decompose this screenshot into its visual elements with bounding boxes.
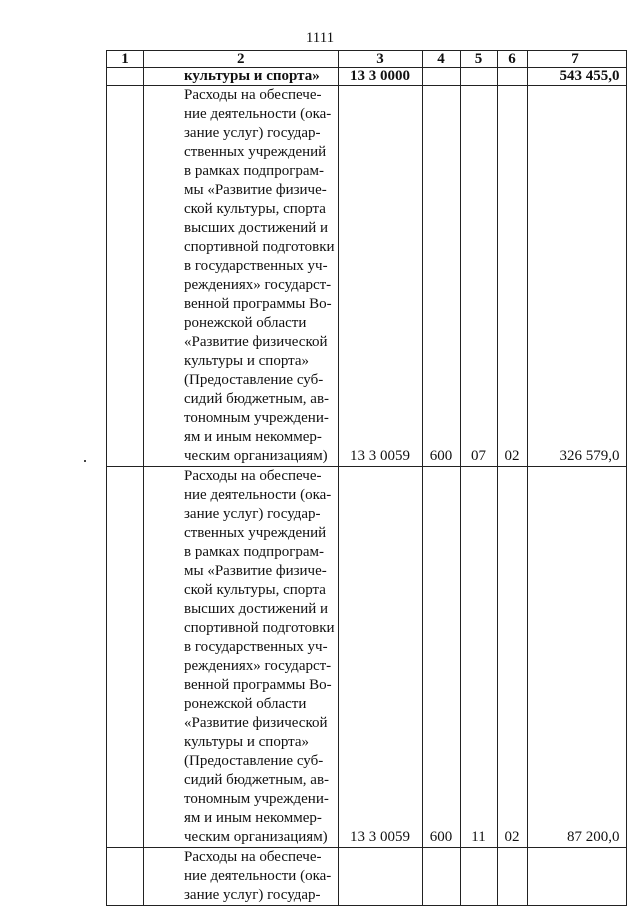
description-line: ям и иным некоммер- <box>184 810 322 826</box>
description-line: высших достижений и <box>184 601 329 617</box>
description-line: венной программы Во- <box>184 296 332 312</box>
header-col-2: 2 <box>144 51 339 68</box>
description-line: зание услуг) государ- <box>184 506 321 522</box>
description-line: мы «Развитие физиче- <box>184 182 327 198</box>
description-line: мы «Развитие физиче- <box>184 563 327 579</box>
description-line: спортивной подготовки <box>184 620 335 636</box>
row-description <box>144 848 339 906</box>
description-line: в рамках подпрограм- <box>184 163 325 179</box>
continuation-col-4 <box>422 68 460 86</box>
description-line: в рамках подпрограм- <box>184 544 325 560</box>
row-col-1 <box>107 86 144 467</box>
description-line: культуры и спорта» <box>184 734 310 750</box>
row-col-1 <box>107 848 144 906</box>
row-col-4: 600 <box>422 467 460 848</box>
row-code <box>338 848 422 906</box>
description-line: в государственных уч- <box>184 258 328 274</box>
description-line: тономным учреждени- <box>184 410 329 426</box>
row-amount: 87 200,0 <box>527 467 626 848</box>
row-col-6: 02 <box>497 467 527 848</box>
budget-table <box>106 50 627 906</box>
header-col-4: 4 <box>422 51 460 68</box>
description-line: ской культуры, спорта <box>184 582 326 598</box>
header-col-3: 3 <box>338 51 422 68</box>
table-row <box>107 848 627 906</box>
description-line: ние деятельности (ока- <box>184 487 332 503</box>
description-line: ние деятельности (ока- <box>184 106 332 122</box>
description-line: культуры и спорта» <box>184 353 310 369</box>
description-line: зание услуг) государ- <box>184 887 321 903</box>
description-line: Расходы на обеспече- <box>184 468 322 484</box>
row-code: 13 3 0059 <box>338 467 422 848</box>
description-line: ронежской области <box>184 315 307 331</box>
description-line: ронежской области <box>184 696 307 712</box>
row-col-5: 07 <box>460 86 497 467</box>
continuation-col-6 <box>497 68 527 86</box>
row-col-6: 02 <box>497 86 527 467</box>
description-line: (Предоставление суб- <box>184 372 324 388</box>
description-line: Расходы на обеспече- <box>184 87 322 103</box>
header-col-1: 1 <box>107 51 144 68</box>
description-line: ческим организациям) <box>184 829 328 845</box>
header-col-7: 7 <box>527 51 626 68</box>
description-line: в государственных уч- <box>184 639 328 655</box>
continuation-description: культуры и спорта» <box>144 68 339 86</box>
description-line: ние деятельности (ока- <box>184 868 332 884</box>
row-col-4: 600 <box>422 86 460 467</box>
continuation-col-5 <box>460 68 497 86</box>
description-line: «Развитие физической <box>184 715 328 731</box>
description-line: «Развитие физической <box>184 334 328 350</box>
description-line: венной программы Во- <box>184 677 332 693</box>
description-line: реждениях» государст- <box>184 277 332 293</box>
continuation-amount: 543 455,0 <box>527 68 626 86</box>
page-number: 1111 <box>305 30 335 46</box>
description-line: (Предоставление суб- <box>184 753 324 769</box>
continuation-row <box>107 68 627 86</box>
table-row <box>107 86 627 467</box>
row-col-1 <box>107 467 144 848</box>
description-line: Расходы на обеспече- <box>184 849 322 865</box>
description-line: высших достижений и <box>184 220 329 236</box>
description-line: зание услуг) государ- <box>184 125 321 141</box>
description-line: сидий бюджетным, ав- <box>184 772 330 788</box>
scan-speck <box>84 460 86 462</box>
row-amount <box>527 848 626 906</box>
description-line: спортивной подготовки <box>184 239 335 255</box>
description-line: ственных учреждений <box>184 525 327 541</box>
continuation-code: 13 3 0000 <box>338 68 422 86</box>
description-line: тономным учреждени- <box>184 791 329 807</box>
row-code: 13 3 0059 <box>338 86 422 467</box>
continuation-col-1 <box>107 68 144 86</box>
row-col-5: 11 <box>460 467 497 848</box>
row-col-4 <box>422 848 460 906</box>
description-line: ственных учреждений <box>184 144 327 160</box>
description-line: ской культуры, спорта <box>184 201 326 217</box>
header-col-5: 5 <box>460 51 497 68</box>
description-line: реждениях» государст- <box>184 658 332 674</box>
description-line: ям и иным некоммер- <box>184 429 322 445</box>
row-col-6 <box>497 848 527 906</box>
row-col-5 <box>460 848 497 906</box>
table-row <box>107 467 627 848</box>
row-description <box>144 467 339 848</box>
description-line: ческим организациям) <box>184 448 328 464</box>
row-amount: 326 579,0 <box>527 86 626 467</box>
description-line: сидий бюджетным, ав- <box>184 391 330 407</box>
header-col-6: 6 <box>497 51 527 68</box>
table-header-row <box>107 51 627 68</box>
row-description <box>144 86 339 467</box>
